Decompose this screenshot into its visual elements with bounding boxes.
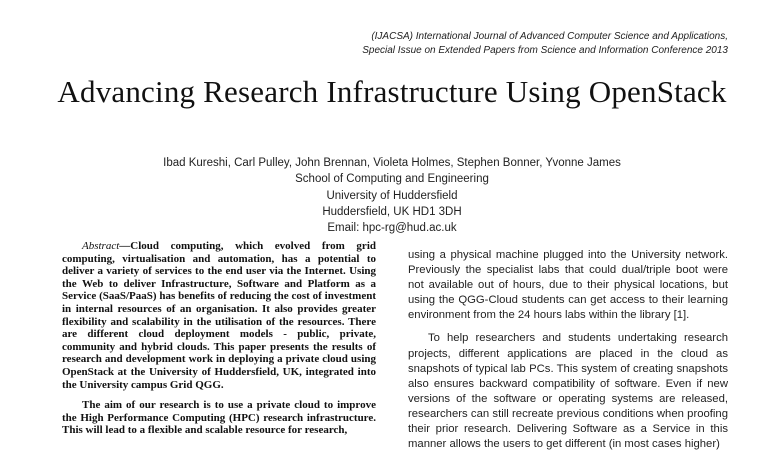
author-school: School of Computing and Engineering — [295, 173, 489, 186]
body-paragraph-1: using a physical machine plugged into the University network. Previously the specialist labs that could dual/triple boot were not available out of hours, due to their physical locations, but using the QGG-Cloud students can get access to their learning environment from the 24 hours labs within the library [1]. — [408, 249, 728, 322]
left-column — [62, 240, 376, 437]
right-column — [408, 248, 728, 452]
journal-line-1: (IJACSA) International Journal of Advanced Computer Science and Applications, — [371, 31, 728, 42]
author-names: Ibad Kureshi, Carl Pulley, John Brennan, Violeta Holmes, Stephen Bonner, Yvonne James — [163, 157, 621, 169]
author-university: University of Huddersfield — [326, 189, 458, 202]
journal-header — [362, 30, 728, 58]
author-email: Email: hpc-rg@hud.ac.uk — [327, 222, 457, 235]
abstract-paragraph-2: The aim of our research is to use a private cloud to improve the High Performance Computing (HPC) research infrastructure. This will lead to a flexible and scalable resource for research, — [62, 399, 376, 437]
abstract-paragraph — [62, 240, 376, 391]
author-location: Huddersfield, UK HD1 3DH — [322, 205, 462, 218]
paper-title: Advancing Research Infrastructure Using OpenStack — [57, 74, 727, 109]
abstract-label: Abstract — [82, 240, 120, 252]
author-block — [0, 155, 784, 236]
journal-line-2: Special Issue on Extended Papers from Science and Information Conference 2013 — [362, 45, 728, 56]
abstract-text: —Cloud computing, which evolved from grid computing, virtualisation and automation, has a potential to deliver a variety of services to the end user via the Internet. Using the Web to deliver Infrastructure, Software and Platform as a Service (SaaS/PaaS) has benefits of reducing the cost of investment in internal resources of an organisation. It also provides greater flexibility and scalability in the utilisation of the resources. There are different cloud deployment models - public, private, community and hybrid clouds. This paper presents the results of research and development work in deploying a private cloud using OpenStack at the University of Huddersfield, UK, integrated into the University campus Grid QGG. — [62, 240, 376, 391]
body-paragraph-2: To help researchers and students undertaking research projects, different applications are placed in the cloud as snapshots of typical lab PCs. This system of creating snapshots also ensures backward compatibility of software. Even if new versions of the software or operating systems are released, researchers can still recreate previous conditions when proofing their prior research. Delivering Software as a Service in this manner allows the users to get different (in most cases higher) — [408, 332, 728, 451]
